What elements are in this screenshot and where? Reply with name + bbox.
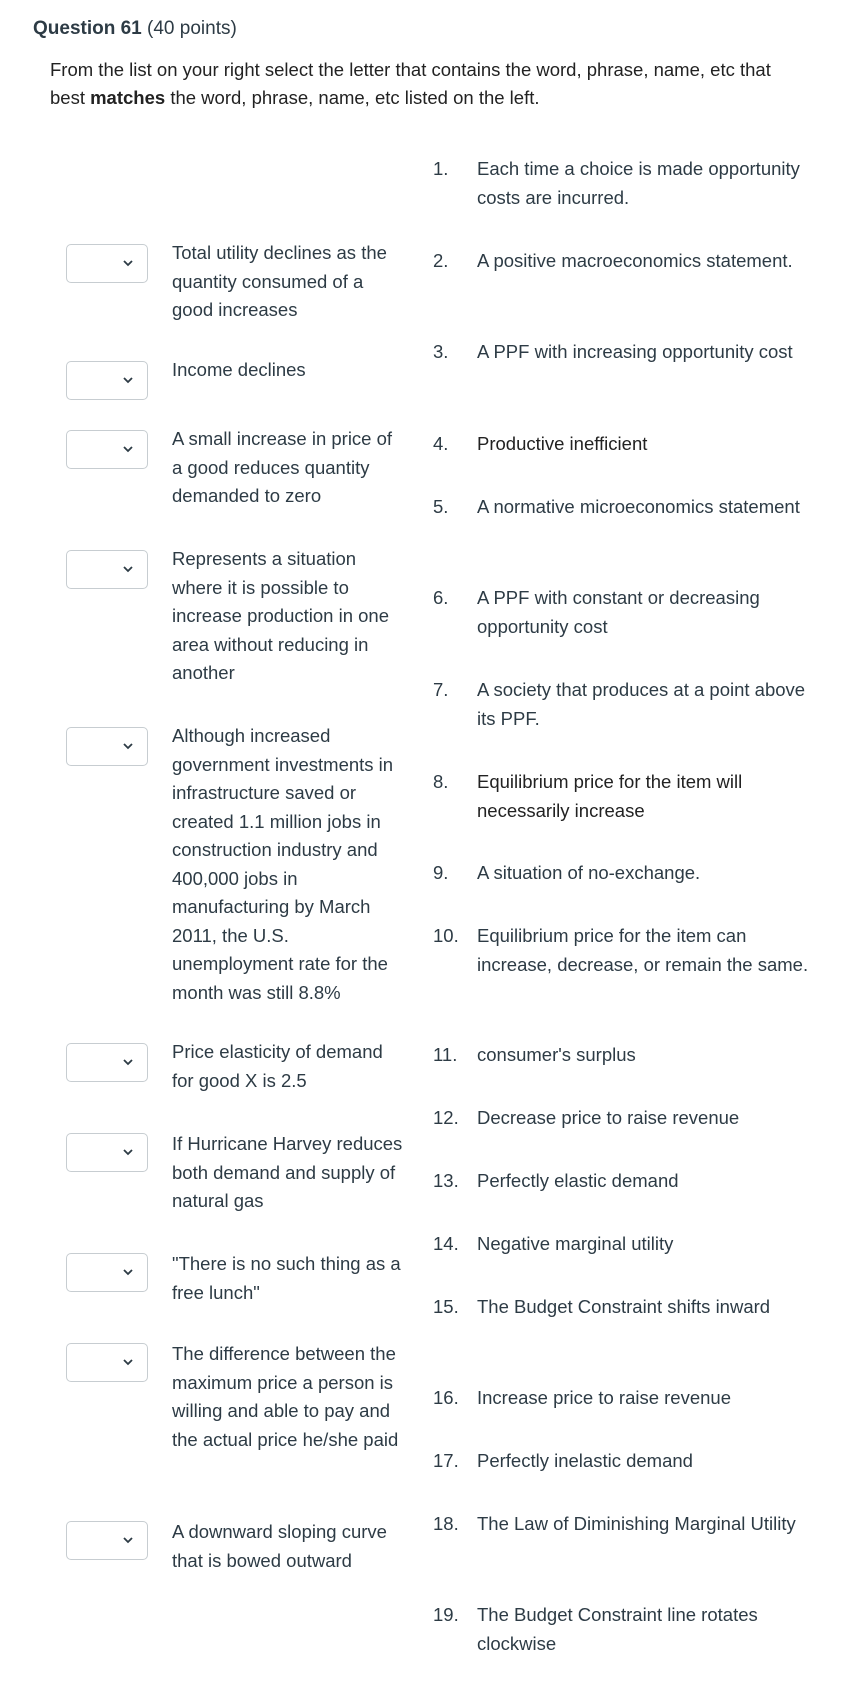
option-text: Equilibrium price for the item can increase, decrease, or remain the same. [477,925,809,975]
option-text: Equilibrium price for the item will necessarily increase [477,771,743,821]
option-number: 15. [433,1296,459,1317]
match-prompt-6: Price elasticity of demand for good X is 2.5 [172,1041,383,1091]
match-select-1[interactable] [66,244,148,283]
option-text: A positive macroeconomics statement. [477,250,793,271]
option-text: A PPF with constant or decreasing opportunity cost [477,587,760,637]
option-text: Perfectly inelastic demand [477,1450,693,1471]
option-number: 9. [433,862,449,883]
chevron-down-icon [122,1058,134,1067]
option-text: Negative marginal utility [477,1233,674,1254]
instruction-text-start: From the list on your right select the letter that contains the word, phrase, name, etc that best [50,59,771,108]
option-number: 6. [433,587,449,608]
option-text: Decrease price to raise revenue [477,1107,740,1128]
question-points: (40 points) [147,18,237,39]
option-number: 13. [433,1170,459,1191]
option-text: The Law of Diminishing Marginal Utility [477,1513,796,1534]
option-number: 11. [433,1044,458,1065]
chevron-down-icon [122,376,134,385]
match-select-9[interactable] [66,1343,148,1382]
option-number: 18. [433,1513,459,1534]
option-number: 1. [433,158,449,179]
match-prompt-10: A downward sloping curve that is bowed outward [172,1521,387,1571]
option-number: 4. [433,433,449,454]
option-text: A PPF with increasing opportunity cost [477,341,793,362]
match-select-10[interactable] [66,1521,148,1560]
chevron-down-icon [122,1536,134,1545]
match-prompt-3: A small increase in price of a good reduces quantity demanded to zero [172,428,393,506]
option-number: 5. [433,496,449,517]
option-number: 16. [433,1387,459,1408]
option-text: Perfectly elastic demand [477,1170,679,1191]
match-prompt-9: The difference between the maximum price a person is willing and able to pay and the actual price he/she paid [172,1343,399,1450]
match-select-7[interactable] [66,1133,148,1172]
option-text: Increase price to raise revenue [477,1387,731,1408]
match-select-2[interactable] [66,361,148,400]
match-prompt-7: If Hurricane Harvey reduces both demand and supply of natural gas [172,1133,403,1211]
chevron-down-icon [122,445,134,454]
option-number: 2. [433,250,449,271]
match-prompt-8: "There is no such thing as a free lunch" [172,1253,401,1303]
option-text: The Budget Constraint shifts inward [477,1296,771,1317]
question-instructions [50,56,790,112]
option-text: consumer's surplus [477,1044,636,1065]
option-text: A normative microeconomics statement [477,496,800,517]
chevron-down-icon [122,1358,134,1367]
option-number: 12. [433,1107,459,1128]
match-select-3[interactable] [66,430,148,469]
match-prompt-2: Income declines [172,359,306,380]
question-number: Question 61 [33,18,142,39]
question-header [33,18,237,40]
option-text: The Budget Constraint line rotates clockwise [477,1604,758,1654]
option-number: 8. [433,771,449,792]
match-prompt-5: Although increased government investments in infrastructure saved or created 1.1 million jobs in construction industry and 400,000 jobs in manufacturing by March 2011, the U.S. unemployment rate for the month was still 8.8% [172,725,394,1003]
chevron-down-icon [122,742,134,751]
option-number: 7. [433,679,449,700]
option-number: 14. [433,1233,459,1254]
option-text: Each time a choice is made opportunity costs are incurred. [477,158,800,208]
match-select-4[interactable] [66,550,148,589]
instruction-text-bold: matches [90,87,166,108]
match-select-5[interactable] [66,727,148,766]
chevron-down-icon [122,565,134,574]
option-number: 17. [433,1450,459,1471]
option-text: Productive inefficient [477,433,648,454]
chevron-down-icon [122,1148,134,1157]
match-prompt-4: Represents a situation where it is possible to increase production in one area without reducing in another [172,548,390,683]
option-number: 10. [433,925,459,946]
chevron-down-icon [122,1268,134,1277]
option-number: 19. [433,1604,459,1625]
match-prompt-1: Total utility declines as the quantity consumed of a good increases [172,242,387,320]
match-select-8[interactable] [66,1253,148,1292]
chevron-down-icon [122,259,134,268]
instruction-text-end: the word, phrase, name, etc listed on the left. [165,87,540,108]
option-text: A society that produces at a point above its PPF. [477,679,806,729]
match-select-6[interactable] [66,1043,148,1082]
option-number: 3. [433,341,449,362]
option-text: A situation of no-exchange. [477,862,701,883]
